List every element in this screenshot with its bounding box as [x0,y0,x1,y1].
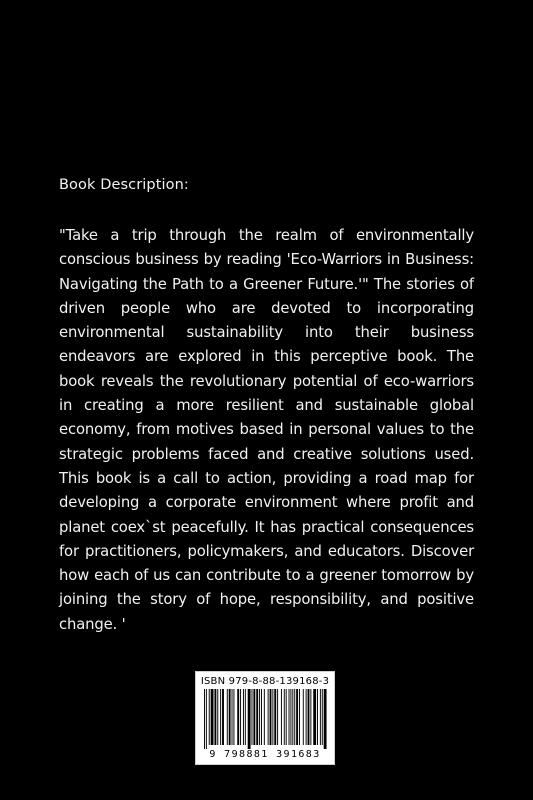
barcode-bar [261,689,262,745]
barcode-bar [240,689,241,745]
barcode-bar [237,689,239,745]
barcode-bar [317,689,318,745]
barcode-bar [294,689,295,745]
barcode-bar [222,689,224,745]
barcode-bar [322,689,323,745]
barcode-bar [248,689,251,749]
barcode-bar [292,689,293,745]
barcode-bar [211,689,214,745]
book-description: "Take a trip through the realm of environmentally conscious business by reading 'Eco-Warriors in Business: Navigating the Path to a Greener Future.'" The stories of driven people who are devoted to incorporating environmental sustainability into their business endeavors are explored in this perceptive book. The book reveals the revolutionary potential of eco-warriors in creating a more resilient and sustainable global economy, from motives based in personal values to the strategic problems faced and creative solutions used. This book is a call to action, providing a road map for developing a corporate environment where profit and planet coex`st peacefully. It has practical consequences for practitioners, policymakers, and educators. Discover how each of us can contribute to a greener tomorrow by joining the story of hope, responsibility, and positive change. ' [59,227,474,633]
barcode-bar [303,689,304,745]
barcode-bar [289,689,290,745]
barcode-bar [232,689,233,745]
barcode-bar [214,689,216,745]
isbn-label: ISBN 979-8-88-139168-3 [200,676,330,687]
barcode-bar [252,689,253,745]
description-heading: Book Description: [59,177,189,193]
barcode-bar [281,689,282,745]
barcode-bar [229,689,231,745]
barcode-bar [320,689,321,745]
barcode-digits: 9 798881 391683 [209,749,321,760]
barcode-bar [259,689,260,745]
barcode-bar [308,689,310,745]
barcode-bar [284,689,285,745]
barcode-bar [274,689,276,745]
barcode-bar [324,689,327,749]
barcode-bar [286,689,287,745]
barcode-bar [233,689,234,745]
barcode-bar [290,689,291,745]
barcode-bar [306,689,307,745]
barcode-bar [217,689,218,745]
barcode-bar [299,689,300,745]
barcode-bar [296,689,298,745]
barcode-bar [227,689,228,745]
barcode-bar [270,689,272,745]
barcode-bar [220,689,221,745]
barcode-bar [277,689,278,745]
barcode-bars [204,689,328,749]
barcode-bar [256,689,258,745]
barcode-bar [310,689,311,745]
barcode-bar [268,689,269,745]
isbn-barcode [195,671,335,765]
barcode-bar [206,689,207,749]
barcode-bar [272,689,273,745]
barcode-bar [204,689,205,749]
barcode-bar [245,689,246,745]
barcode-bar [243,689,244,745]
barcode-bar [209,689,210,745]
barcode-bar [313,689,316,745]
barcode-bar [264,689,265,745]
barcode-bar [253,689,255,745]
